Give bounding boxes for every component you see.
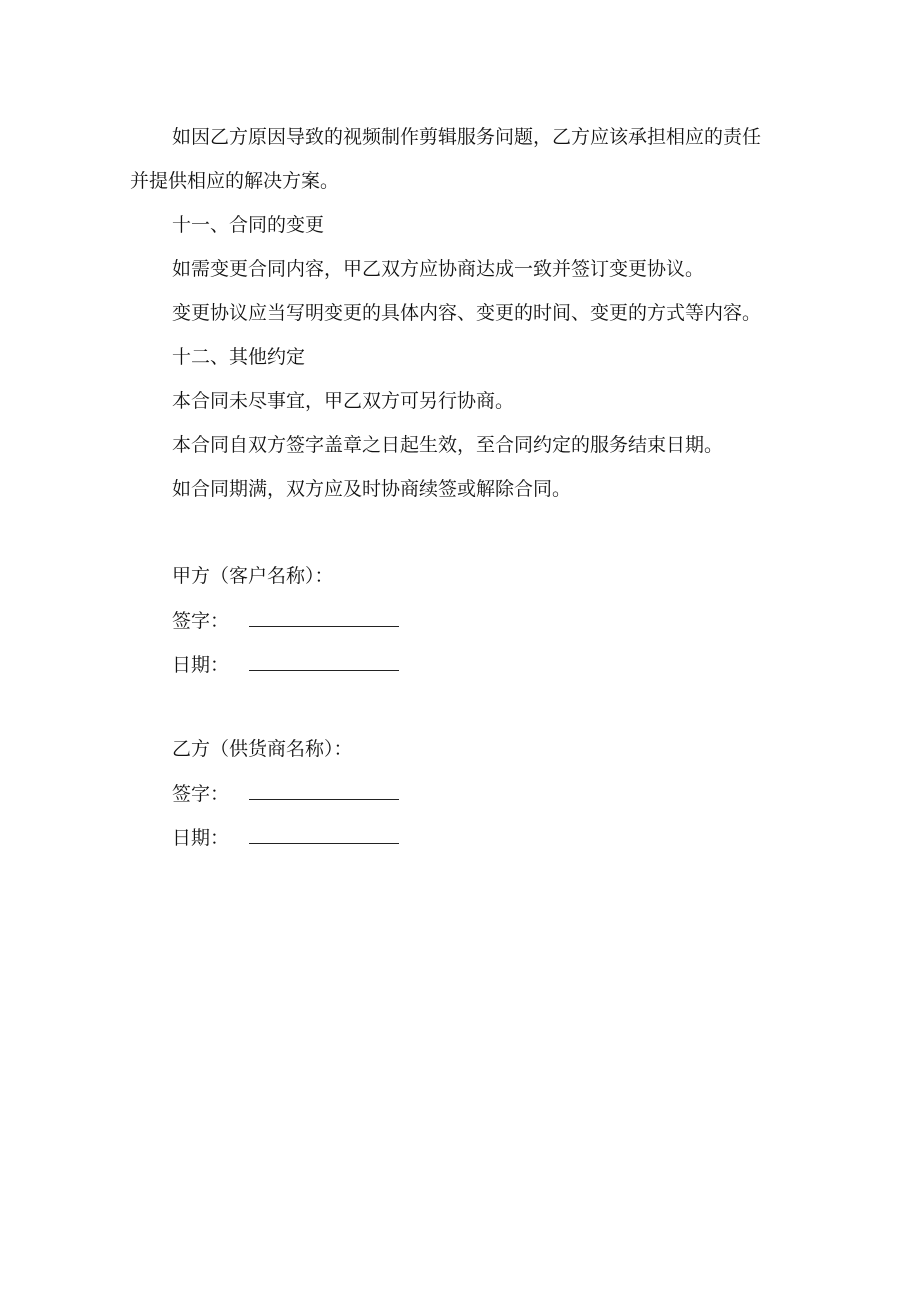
paragraph-responsibility-line2: 并提供相应的解决方案。 xyxy=(130,170,340,192)
section-12-paragraph-3: 如合同期满，双方应及时协商续签或解除合同。 xyxy=(172,478,572,500)
party-b-title: 乙方（供货商名称）： xyxy=(172,738,353,760)
section-12-paragraph-2: 本合同自双方签字盖章之日起生效，至合同约定的服务结束日期。 xyxy=(172,434,724,456)
party-b-sign-label: 签字： xyxy=(172,783,230,805)
party-a-sign-label: 签字： xyxy=(172,610,230,632)
party-b-sign-row xyxy=(172,779,399,808)
party-b-date-blank[interactable] xyxy=(249,823,399,844)
party-a-sign-blank[interactable] xyxy=(249,606,399,627)
section-11-heading: 十一、合同的变更 xyxy=(172,214,325,236)
paragraph-responsibility-line1: 如因乙方原因导致的视频制作剪辑服务问题，乙方应该承担相应的责任 xyxy=(172,126,762,148)
section-12-paragraph-1: 本合同未尽事宜，甲乙双方可另行协商。 xyxy=(172,390,515,412)
party-a-date-label: 日期： xyxy=(172,654,230,676)
section-12-heading: 十二、其他约定 xyxy=(172,346,306,368)
party-b-date-label: 日期： xyxy=(172,827,230,849)
party-a-date-blank[interactable] xyxy=(249,650,399,671)
party-a-sign-row xyxy=(172,606,399,635)
party-b-date-row xyxy=(172,823,399,852)
party-a-date-row xyxy=(172,650,399,679)
party-a-title: 甲方（客户名称）： xyxy=(172,565,334,587)
party-b-sign-blank[interactable] xyxy=(249,779,399,800)
section-11-paragraph-2: 变更协议应当写明变更的具体内容、变更的时间、变更的方式等内容。 xyxy=(172,302,762,324)
section-11-paragraph-1: 如需变更合同内容，甲乙双方应协商达成一致并签订变更协议。 xyxy=(172,258,705,280)
